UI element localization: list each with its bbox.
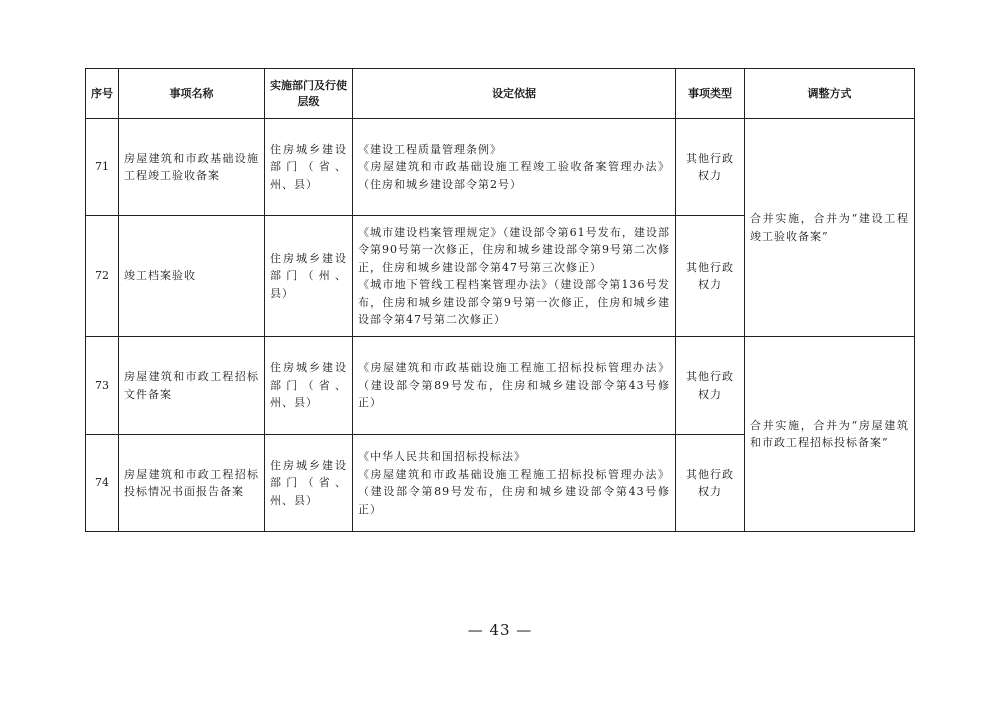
row-seq: 73	[86, 337, 119, 435]
header-type: 事项类型	[676, 69, 745, 119]
table-row	[86, 337, 915, 435]
basis-line: 《房屋建筑和市政基础设施工程施工招标投标管理办法》（建设部令第89号发布，住房和城乡建设部令第43号修正）	[358, 467, 670, 516]
merge-method-1: 合并实施，合并为“建设工程竣工验收备案”	[745, 119, 915, 337]
row-name: 房屋建筑和市政工程招标文件备案	[119, 337, 265, 435]
header-method: 调整方式	[745, 69, 915, 119]
merge-method-2: 合并实施，合并为“房屋建筑和市政工程招标投标备案”	[745, 337, 915, 532]
row-name: 房屋建筑和市政基础设施工程竣工验收备案	[119, 119, 265, 216]
row-name: 竣工档案验收	[119, 216, 265, 337]
row-seq: 72	[86, 216, 119, 337]
row-dept: 住房城乡建设部门（省、州、县）	[265, 337, 353, 435]
row-basis	[353, 119, 676, 216]
header-dept: 实施部门及行使层级	[265, 69, 353, 119]
basis-line: 《建设工程质量管理条例》	[358, 142, 502, 156]
row-type: 其他行政权力	[676, 216, 745, 337]
page-number: — 43 —	[467, 621, 533, 639]
row-basis	[353, 337, 676, 435]
row-seq: 74	[86, 435, 119, 532]
row-type: 其他行政权力	[676, 435, 745, 532]
basis-line: 《城市地下管线工程档案管理办法》（建设部令第136号发布，住房和城乡建设部令第9号第一次修正，住房和城乡建设部令第47号第二次修正）	[358, 278, 670, 326]
row-dept: 住房城乡建设部门（省、州、县）	[265, 119, 353, 216]
basis-line: 《房屋建筑和市政基础设施工程施工招标投标管理办法》（建设部令第89号发布，住房和城乡建设部令第43号修正）	[358, 361, 670, 410]
table-row	[86, 119, 915, 216]
basis-line: 《城市建设档案管理规定》（建设部令第61号发布，建设部令第90号第一次修正，住房和城乡建设部令第9号第二次修正，住房和城乡建设部令第47号第三次修正）	[358, 225, 670, 274]
row-type: 其他行政权力	[676, 337, 745, 435]
basis-line: 《房屋建筑和市政基础设施工程竣工验收备案管理办法》（住房和城乡建设部令第2号）	[358, 160, 670, 191]
matters-table	[85, 68, 915, 532]
header-row	[86, 69, 915, 119]
row-name: 房屋建筑和市政工程招标投标情况书面报告备案	[119, 435, 265, 532]
row-dept: 住房城乡建设部门（州、县）	[265, 216, 353, 337]
basis-line: 《中华人民共和国招标投标法》	[358, 450, 526, 463]
row-basis	[353, 216, 676, 337]
header-basis: 设定依据	[353, 69, 676, 119]
header-name: 事项名称	[119, 69, 265, 119]
row-dept: 住房城乡建设部门（省、州、县）	[265, 435, 353, 532]
row-basis	[353, 435, 676, 532]
row-type: 其他行政权力	[676, 119, 745, 216]
header-seq: 序号	[86, 69, 119, 119]
row-seq: 71	[86, 119, 119, 216]
